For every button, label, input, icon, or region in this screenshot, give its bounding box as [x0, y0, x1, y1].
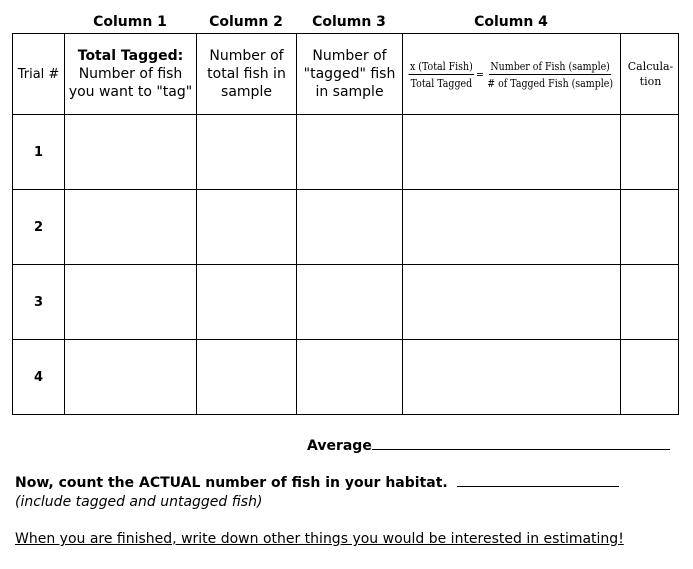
table-cell[interactable] — [403, 265, 621, 340]
table-cell[interactable] — [65, 340, 197, 415]
trial-header: Trial # — [13, 34, 65, 115]
table-cell[interactable] — [297, 265, 403, 340]
table-cell[interactable] — [621, 265, 679, 340]
calculation-header: Calcula- tion — [621, 34, 679, 115]
average-blank[interactable] — [372, 449, 670, 450]
data-table — [12, 33, 679, 415]
table-row — [13, 265, 679, 340]
trial-number: 2 — [13, 190, 65, 265]
table-row — [13, 340, 679, 415]
table-header-row — [13, 34, 679, 115]
table-cell[interactable] — [65, 115, 197, 190]
average-row — [307, 438, 670, 454]
table-cell[interactable] — [621, 190, 679, 265]
table-cell[interactable] — [197, 265, 297, 340]
trial-number: 4 — [13, 340, 65, 415]
right-denominator: # of Tagged Fish (sample) — [487, 75, 614, 90]
left-fraction — [408, 59, 474, 90]
table-row — [13, 115, 679, 190]
table-cell[interactable] — [403, 115, 621, 190]
trial-number: 3 — [13, 265, 65, 340]
right-numerator: Number of Fish (sample) — [490, 58, 610, 73]
finish-prompt: When you are finished, write down other things you would be interested in estimating! — [15, 531, 624, 547]
table-cell[interactable] — [65, 265, 197, 340]
table-cell[interactable] — [197, 190, 297, 265]
total-tagged-label: Total Tagged: — [77, 48, 184, 64]
table-cell[interactable] — [621, 340, 679, 415]
table-cell[interactable] — [297, 115, 403, 190]
table-cell[interactable] — [403, 190, 621, 265]
column-1-header — [65, 34, 197, 115]
column-1-description: Number of fish you want to "tag" — [68, 66, 193, 100]
left-denominator: Total Tagged — [410, 75, 473, 90]
table-cell[interactable] — [403, 340, 621, 415]
table-cell[interactable] — [621, 115, 679, 190]
table-cell[interactable] — [197, 115, 297, 190]
table-row — [13, 190, 679, 265]
table-cell[interactable] — [197, 340, 297, 415]
column-3-header: Number of "tagged" fish in sample — [297, 34, 403, 115]
count-note: (include tagged and untagged fish) — [15, 494, 263, 510]
column-heading-4: Column 4 — [474, 14, 548, 30]
right-fraction — [486, 59, 615, 90]
table-cell[interactable] — [297, 190, 403, 265]
table-cell[interactable] — [297, 340, 403, 415]
column-heading-2: Column 2 — [209, 14, 283, 30]
table-cell[interactable] — [65, 190, 197, 265]
column-heading-1: Column 1 — [93, 14, 167, 30]
equals-sign: = — [476, 67, 484, 81]
trial-number: 1 — [13, 115, 65, 190]
column-headings — [0, 14, 693, 32]
count-prompt: Now, count the ACTUAL number of fish in your habitat. — [15, 475, 448, 491]
count-blank[interactable] — [457, 486, 619, 487]
column-heading-3: Column 3 — [312, 14, 386, 30]
average-label: Average — [307, 438, 372, 454]
proportion-formula — [409, 58, 614, 90]
left-numerator: x (Total Fish) — [409, 58, 473, 73]
count-row — [15, 475, 619, 491]
column-2-header: Number of total fish in sample — [197, 34, 297, 115]
column-4-header — [403, 34, 621, 115]
